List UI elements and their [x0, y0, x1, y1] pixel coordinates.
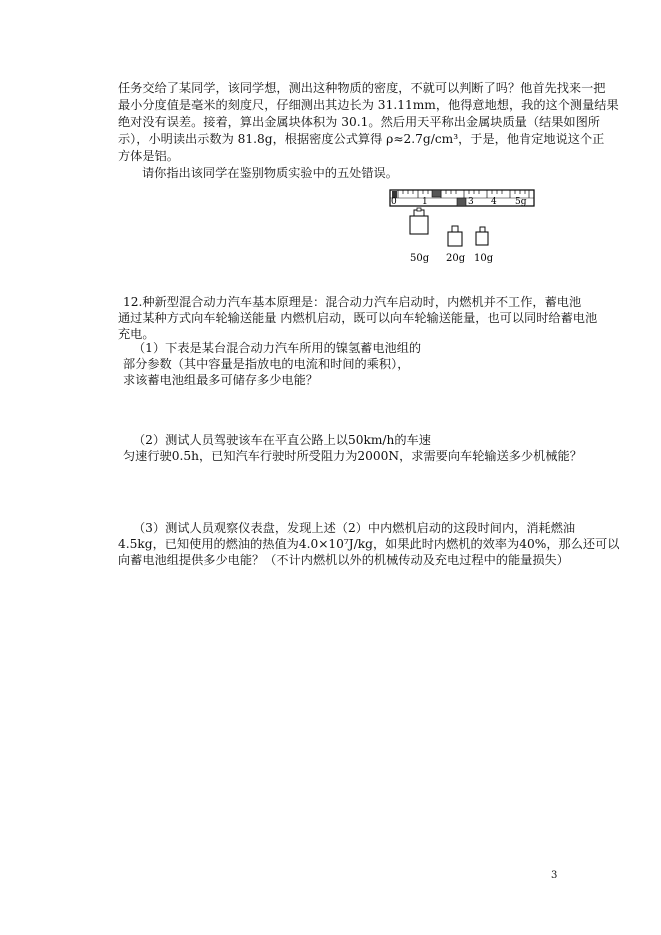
paragraph-line: 方体是铝。: [118, 149, 179, 163]
subquestion-3-line: （3）测试人员观察仪表盘，发现上述（2）中内燃机启动的这段时间内，消耗燃油: [133, 521, 576, 535]
weight-20g-icon: [448, 226, 462, 246]
subquestion-2-line: （2）测试人员驾驶该车在平直公路上以50km/h的车速: [133, 433, 431, 447]
weight-label: 10g: [474, 253, 494, 264]
instruction-text: 请你指出该同学在鉴别物质实验中的五处错误。: [142, 166, 398, 180]
subquestion-3-line: 向蓄电池组提供多少电能？（不计内燃机以外的机械传动及充电过程中的能量损失）: [118, 553, 569, 567]
weight-10g-icon: [476, 227, 488, 245]
paragraph-line: 最小分度值是毫米的刻度尺，仔细测出其边长为 31.11mm，他得意地想，我的这个测量结果: [118, 98, 619, 112]
subquestion-1-line: （1）下表是某台混合动力汽车所用的镍氢蓄电池组的: [133, 341, 422, 355]
subquestion-1-line: 部分参数（其中容量是指放电的电流和时间的乘积），: [123, 357, 410, 371]
rider-upper: [432, 190, 441, 197]
paragraph-line: 示），小明读出示数为 81.8g，根据密度公式算得 ρ≈2.7g/cm³，于是，他肯定地说这个正: [118, 132, 605, 146]
ruler-label: 3: [468, 197, 474, 207]
balance-diagram: [388, 184, 538, 268]
subquestion-2-line: 匀速行驶0.5h，已知汽车行驶时所受阻力为2000N，求需要向车轮输送多少机械能？: [123, 449, 582, 463]
subquestion-1-line: 求该蓄电池组最多可储存多少电能？: [123, 373, 318, 387]
page-number: 3: [551, 870, 558, 881]
balance-figure: [388, 184, 538, 268]
subquestion-3-line: 4.5kg，已知使用的燃油的热值为4.0×10⁷J/kg，如果此时内燃机的效率为40%，那么还可以: [118, 537, 620, 551]
ruler-label: 4: [491, 197, 497, 207]
ruler-label: 1: [422, 197, 428, 207]
ruler-label: 0: [391, 197, 397, 207]
question-12-line: 充电。: [118, 327, 155, 341]
paragraph-line: 任务交给了某同学，该同学想，测出这种物质的密度，不就可以判断了吗？他首先找来一把: [118, 81, 606, 95]
weight-label: 50g: [410, 253, 430, 264]
weight-50g-icon: [410, 208, 428, 234]
ruler-label: 5g: [515, 197, 527, 207]
question-12-line: 通过某种方式向车轮输送能量 内燃机启动，既可以向车轮输送能量，也可以同时给蓄电池: [118, 311, 598, 325]
weight-label: 20g: [446, 253, 466, 264]
rider-lower: [457, 198, 466, 206]
question-12-line: 12.种新型混合动力汽车基本原理是：混合动力汽车启动时，内燃机并不工作，蓄电池: [123, 295, 582, 309]
paragraph-line: 绝对没有误差。接着，算出金属块体积为 30.1。然后用天平称出金属块质量（结果如图所: [118, 115, 600, 129]
